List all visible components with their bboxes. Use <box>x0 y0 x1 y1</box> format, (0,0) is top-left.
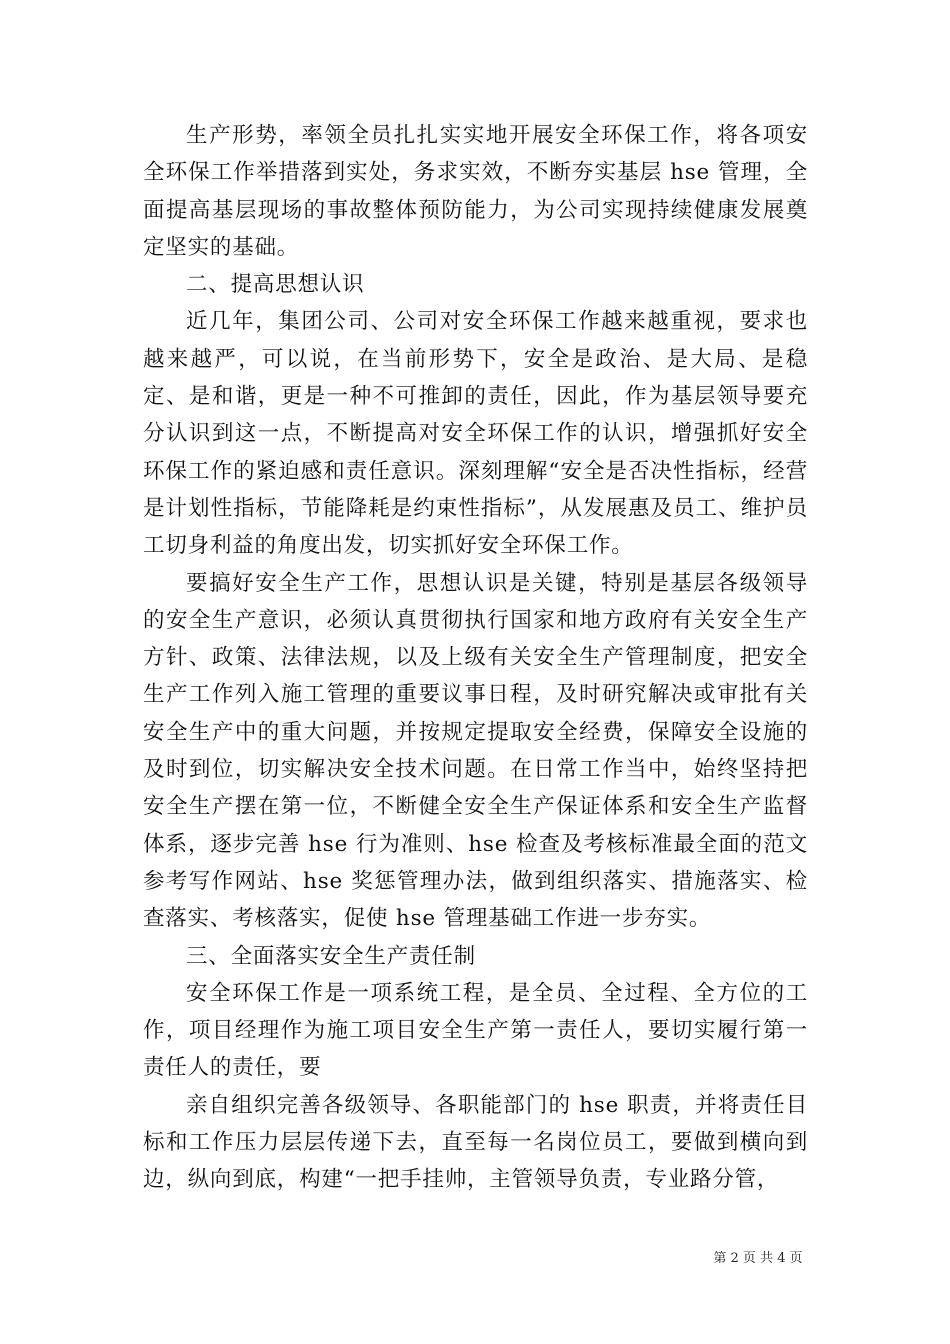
paragraph-work-situation: 生产形势，率领全员扎扎实实地开展安全环保工作，将各项安全环保工作举措落到实处，务求实效，不断夯实基层 hse 管理，全面提高基层现场的事故整体预防能力，为公司实现持续健康发展奠定坚实的基础。 <box>143 123 808 260</box>
paragraph-system-project: 安全环保工作是一项系统工程，是全员、全过程、全方位的工作，项目经理作为施工项目安全生产第一责任人，要切实履行第一责任人的责任，要 <box>143 980 808 1081</box>
document-body <box>143 117 808 1199</box>
page-footer <box>0 1247 950 1266</box>
paragraph-organize-duties: 亲自组织完善各级领导、各职能部门的 hse 职责，并将责任目标和工作压力层层传递下去，直至每一名岗位员工，要做到横向到边，纵向到底，构建“一把手挂帅，主管领导负责，专业路分管， <box>143 1092 808 1193</box>
section-heading-2: 二、提高思想认识 <box>186 272 365 298</box>
paragraph-recent-years: 近几年，集团公司、公司对安全环保工作越来越重视，要求也越来越严，可以说，在当前形势下，安全是政治、是大局、是稳定、是和谐，更是一种不可推卸的责任，因此，作为基层领导要充分认识到这一点，不断提高对安全环保工作的认识，增强抓好安全环保工作的紧迫感和责任意识。深刻理解“安全是否决性指标，经营是计划性指标，节能降耗是约束性指标”，从发展惠及员工、维护员工切身利益的角度出发，切实抓好安全环保工作。 <box>143 309 808 559</box>
section-heading-3: 三、全面落实安全生产责任制 <box>186 943 476 969</box>
paragraph-safety-production: 要搞好安全生产工作，思想认识是关键，特别是基层各级领导的安全生产意识，必须认真贯彻执行国家和地方政府有关安全生产方针、政策、法律法规，以及上级有关安全生产管理制度，把安全生产工作列入施工管理的重要议事日程，及时研究解决或审批有关安全生产中的重大问题，并按规定提取安全经费，保障安全设施的及时到位，切实解决安全技术问题。在日常工作当中，始终坚持把安全生产摆在第一位，不断健全安全生产保证体系和安全生产监督体系，逐步完善 hse 行为准则、hse 检查及考核标准最全面的范文参考写作网站、hse 奖惩管理办法，做到组织落实、措施落实、检查落实、考核落实，促使 hse 管理基础工作进一步夯实。 <box>143 570 808 932</box>
page-number: 第 2 页 共 4 页 <box>713 1251 803 1266</box>
